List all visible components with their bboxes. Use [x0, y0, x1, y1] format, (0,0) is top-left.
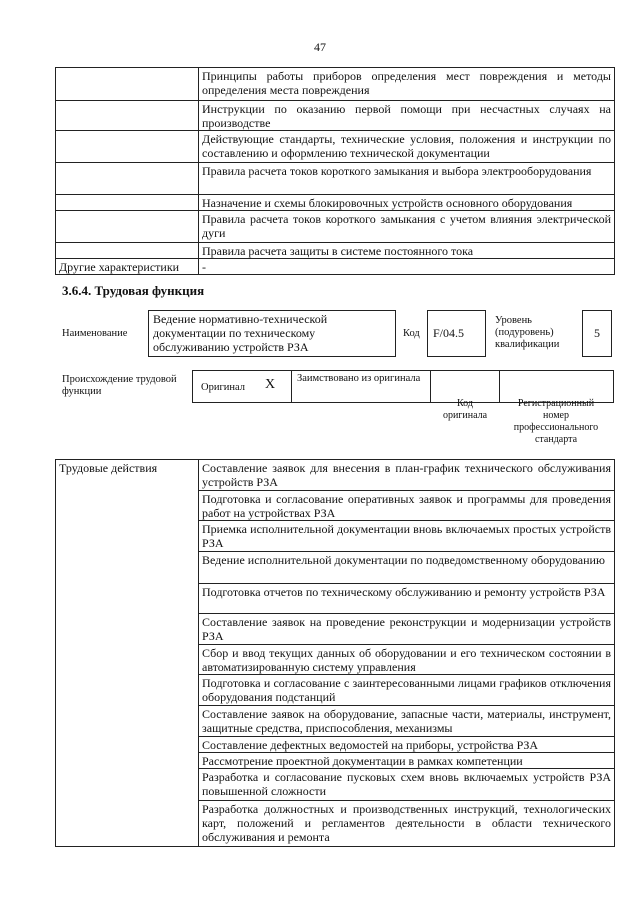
- function-code-box: F/04.5: [427, 310, 486, 357]
- page-number: 47: [314, 40, 326, 54]
- code-label: Код: [403, 328, 420, 339]
- table-row: Принципы работы приборов определения мест повреждения и методы определения места повреждения: [199, 68, 615, 101]
- table-row: Правила расчета токов короткого замыкания и выбора электрооборудования: [199, 163, 615, 195]
- registration-number-caption: Регистрационный номер профессионального стандарта: [513, 398, 599, 445]
- table-row: Подготовка и согласование оперативных заявок и программы для проведения работ на устройствах РЗА: [199, 491, 615, 521]
- table-label-cell: [56, 163, 199, 195]
- name-label: Наименование: [62, 328, 128, 339]
- table-row: Разработка и согласование пусковых схем вновь включаемых устройств РЗА повышенной сложности: [199, 769, 615, 801]
- section-title: 3.6.4. Трудовая функция: [62, 283, 205, 298]
- original-label: Оригинал: [201, 382, 245, 393]
- table-row: Правила расчета защиты в системе постоянного тока: [199, 243, 615, 259]
- table-row: Приемка исполнительной документации вновь включаемых простых устройств РЗА: [199, 521, 615, 552]
- original-mark: X: [265, 377, 276, 392]
- table-label-cell: [56, 101, 199, 131]
- origin-divider: [430, 370, 431, 403]
- table-label-cell: [56, 211, 199, 243]
- table-row: Сбор и ввод текущих данных об оборудовании и его техническом состоянии в автоматизированную систему управления: [199, 645, 615, 675]
- qualification-level-box: 5: [582, 310, 612, 357]
- table-row: Правила расчета токов короткого замыкания с учетом влияния электрической дуги: [199, 211, 615, 243]
- table-label-cell: [56, 195, 199, 211]
- table-row: Составление дефектных ведомостей на приборы, устройства РЗА: [199, 737, 615, 753]
- table-label-cell: [56, 243, 199, 259]
- labor-actions-table: [55, 459, 615, 847]
- table-row: Рассмотрение проектной документации в рамках компетенции: [199, 753, 615, 769]
- table-row: Назначение и схемы блокировочных устройств основного оборудования: [199, 195, 615, 211]
- table-row: Инструкции по оказанию первой помощи при несчастных случаях на производстве: [199, 101, 615, 131]
- table-row: Подготовка отчетов по техническому обслуживанию и ремонту устройств РЗА: [199, 584, 615, 614]
- table-row: Составление заявок на проведение реконструкции и модернизации устройств РЗА: [199, 614, 615, 645]
- table-row: Составление заявок на оборудование, запасные части, материалы, инструмент, защитные средства, приспособления, механизмы: [199, 706, 615, 737]
- table-row: Действующие стандарты, технические условия, положения и инструкции по составлению и оформлению технической документации: [199, 131, 615, 163]
- original-code-caption: Код оригинала: [442, 398, 488, 421]
- labor-actions-label: Трудовые действия: [56, 460, 199, 847]
- level-label: Уровень (подуровень) квалификации: [495, 315, 560, 350]
- other-characteristics-value: -: [199, 259, 615, 275]
- knowledge-table: [55, 67, 615, 275]
- function-name-box: Ведение нормативно-технической документации по техническому обслуживанию устройств РЗА: [148, 310, 396, 357]
- other-characteristics-label: Другие характеристики: [56, 259, 199, 275]
- origin-divider: [291, 370, 292, 403]
- borrowed-label: Заимствовано из оригинала: [297, 373, 421, 384]
- table-row: Подготовка и согласование с заинтересованными лицами графиков отключения оборудования подстанций: [199, 675, 615, 706]
- table-label-cell: [56, 68, 199, 101]
- table-row: Ведение исполнительной документации по подведомственному оборудованию: [199, 552, 615, 584]
- origin-divider: [499, 370, 500, 403]
- origin-label: Происхождение трудовой функции: [62, 374, 177, 397]
- table-row: Составление заявок для внесения в план-график технического обслуживания устройств РЗА: [199, 460, 615, 491]
- table-label-cell: [56, 131, 199, 163]
- table-row: Разработка должностных и производственных инструкций, технологических карт, положений и регламентов деятельности в области технического обслуживания и ремонта: [199, 801, 615, 847]
